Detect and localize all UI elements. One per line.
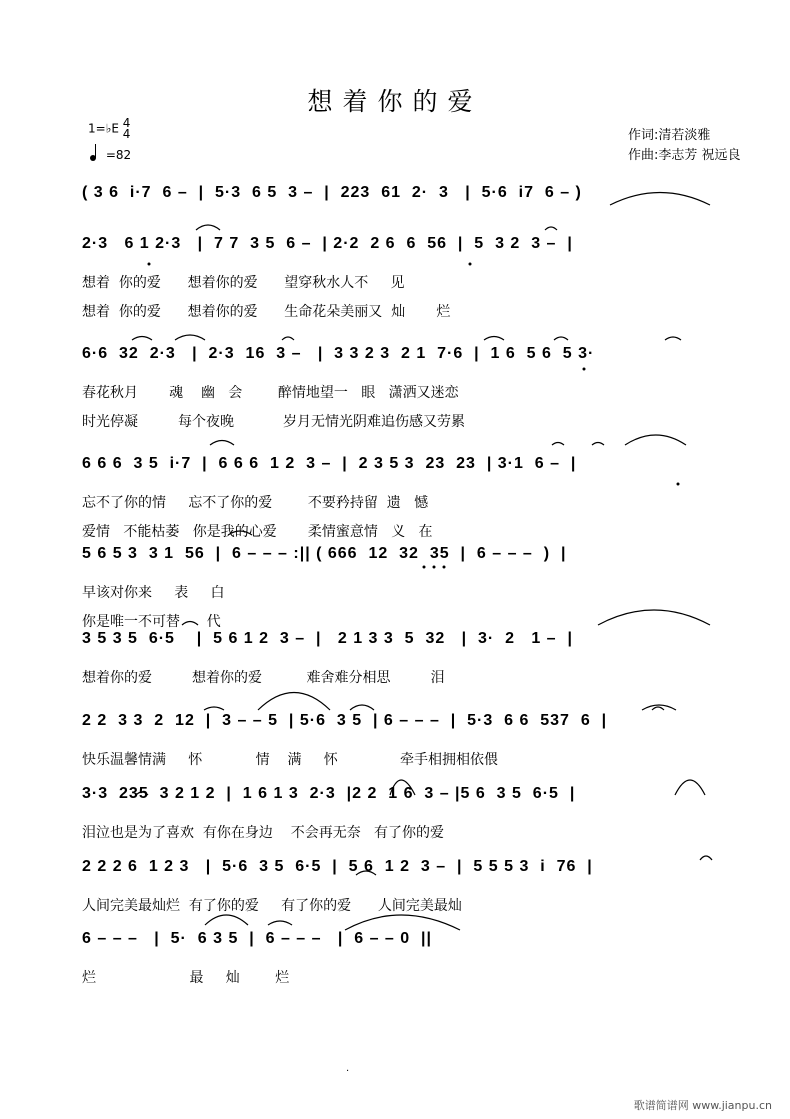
lyric-line: 爱情 不能枯萎 你是我的心爱 柔情蜜意情 义 在 (82, 524, 433, 540)
slur (552, 443, 564, 446)
lyricist: 作词:清若淡雅 (628, 128, 711, 143)
lyric-line: 时光停凝 每个夜晚 岁月无情光阴难追伤感又劳累 (82, 414, 466, 430)
slur (282, 337, 294, 340)
notation-line: 2 2 2 6 1 2 3 | 5·6 3 5 6·5 | 5 6 1 2 3 – | 5 5 5 3 i 76 | (82, 858, 593, 875)
slur (350, 705, 374, 710)
flat-sign: ♭ (105, 121, 112, 136)
lyric-line: 春花秋月 魂 幽 会 醉情地望一 眼 潇洒又迷恋 (82, 385, 459, 401)
key-note: E (111, 121, 119, 136)
time-signature (123, 118, 131, 140)
lyric-line: 你是唯一不可替 代 (82, 614, 221, 630)
lyric-line: 早该对你来 表 白 (82, 585, 225, 601)
slur (175, 335, 205, 340)
slur (545, 227, 557, 230)
slur (484, 337, 504, 341)
slur (196, 225, 220, 230)
notation-line: 5 6 5 3 3 1 56 | 6 – – – :|| ( 666 12 32 35 | 6 – – – ) | (82, 545, 567, 562)
notation-line: 6 6 6 3 5 i·7 | 6 6 6 1 2 3 – | 2 3 5 3 23 23 | 3·1 6 – | (82, 455, 577, 472)
slur (205, 915, 248, 925)
notation-line: 2·3 6 1 2·3 | 7 7 3 5 6 – | 2·2 2 6 6 56 | 5 3 2 3 – | (82, 235, 573, 252)
octave-dot (469, 263, 472, 266)
slur (665, 337, 681, 340)
octave-dot (433, 566, 436, 569)
lyric-line: 想着 你的爱 想着你的爱 望穿秋水人不 见 (82, 275, 405, 291)
notation-line: ( 3 6 i·7 6 – | 5·3 6 5 3 – | 223 61 2· 3 | 5·6 i7 6 – ) (82, 184, 582, 201)
slur (345, 915, 460, 930)
notation-line: 3·3 235 3 2 1 2 | 1 6 1 3 2·3 |2 2 1 6 3 – |5 6 3 5 6·5 | (82, 785, 576, 802)
time-top: 4 (122, 116, 131, 130)
slur (554, 337, 568, 340)
lyric-line: 烂 最 灿 烂 (82, 970, 290, 986)
slur (204, 707, 224, 710)
notation-line: 6 – – – | 5· 6 3 5 | 6 – – – | 6 – – 0 || (82, 930, 432, 947)
notation-line: 3 5 3 5 6·5 | 5 6 1 2 3 – | 2 1 3 3 5 32 | 3· 2 1 – | (82, 630, 573, 647)
octave-dot (148, 263, 151, 266)
slur (625, 435, 686, 445)
lyric-line: 泪泣也是为了喜欢 有你在身边 不会再无奈 有了你的爱 (82, 825, 445, 841)
page-dot: · (346, 1066, 350, 1077)
time-bottom: 4 (122, 127, 131, 141)
tempo-value: =82 (105, 148, 132, 162)
notation-line: 6·6 32 2·3 | 2·3 16 3 – | 3 3 2 3 2 1 7·6 | 1 6 5 6 5 3· (82, 345, 595, 362)
octave-dot (677, 483, 680, 486)
quarter-note-icon (90, 155, 96, 161)
key-prefix: 1= (88, 121, 106, 136)
slur (652, 707, 664, 710)
lyric-line: 快乐温馨情满 怀 情 满 怀 牵手相拥相依偎 (82, 752, 499, 768)
song-title: 想着你的爱 (307, 87, 483, 116)
slur (642, 705, 676, 710)
lyric-line: 人间完美最灿烂 有了你的爱 有了你的爱 人间完美最灿 (82, 898, 462, 914)
slur (210, 441, 234, 446)
slur (268, 921, 292, 925)
lyric-line: 想着 你的爱 想着你的爱 生命花朵美丽又 灿 烂 (82, 304, 451, 320)
credits (628, 126, 741, 166)
slur (258, 693, 330, 711)
octave-dot (583, 368, 586, 371)
lyric-line: 忘不了你的情 忘不了你的爱 不要矜持留 遗 憾 (82, 495, 429, 511)
slur (592, 443, 604, 446)
composer: 作曲:李志芳 祝远良 (628, 148, 741, 163)
octave-dot (423, 566, 426, 569)
notation-line: 2 2 3 3 2 12 | 3 – – 5 | 5·6 3 5 | 6 – – – | 5·3 6 6 537 6 | (82, 712, 608, 729)
lyric-line: 想着你的爱 想着你的爱 难舍难分相思 泪 (82, 670, 445, 686)
tempo-mark (90, 148, 131, 162)
key-signature (88, 118, 130, 140)
watermark-text: 歌谱简谱网 www.jianpu.cn (633, 1099, 772, 1112)
octave-dot (443, 566, 446, 569)
slur (132, 337, 152, 341)
